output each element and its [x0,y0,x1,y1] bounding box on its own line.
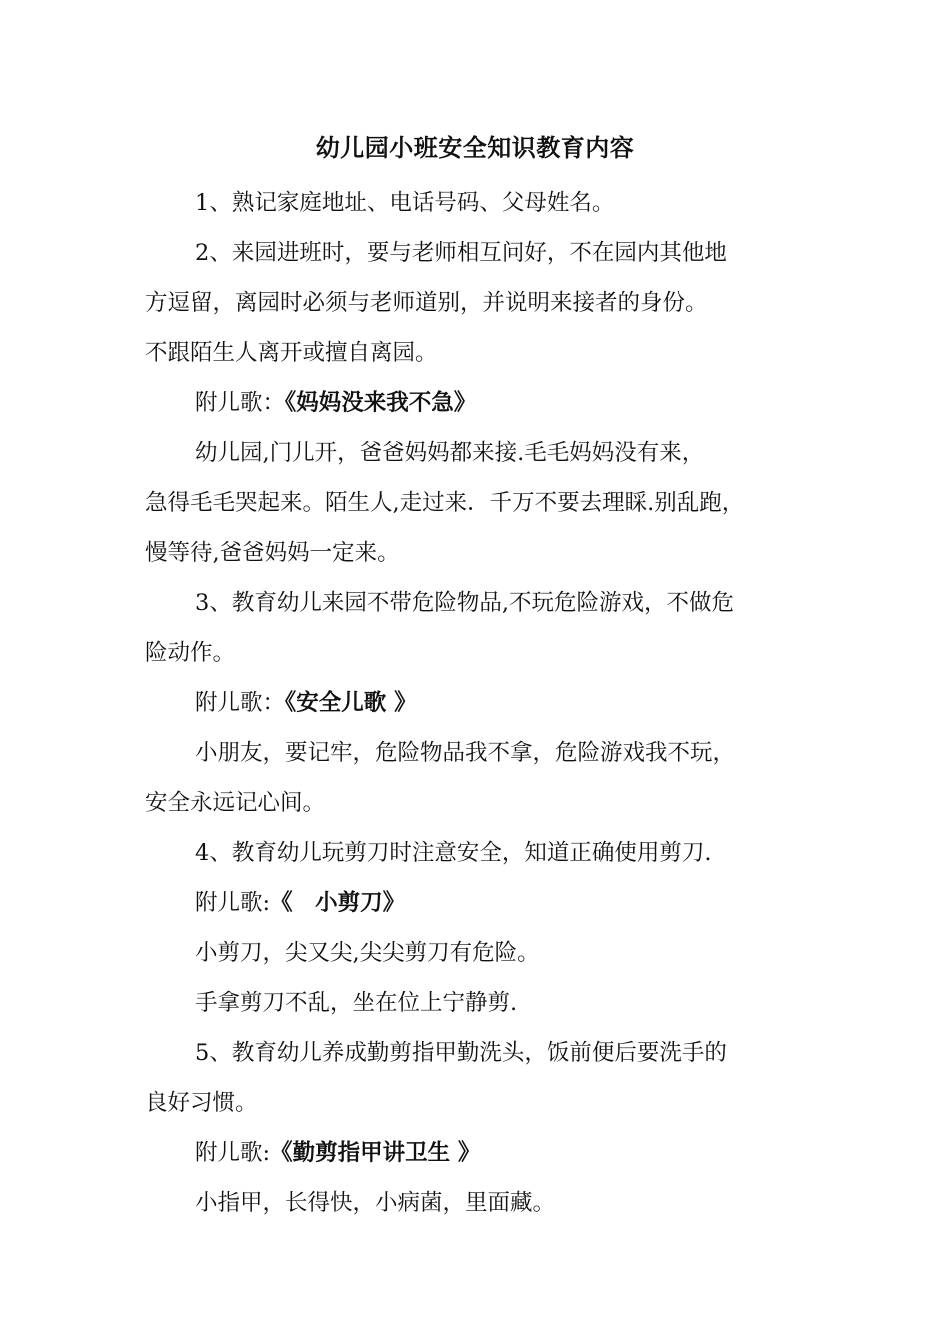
item-2-line-1: 2、来园进班时，要与老师相互问好，不在园内其他地 [195,240,727,266]
song-2-line-2: 安全永远记心间。 [145,790,326,816]
song-2-heading [145,678,815,728]
document-title: 幼儿园小班安全知识教育内容 [315,133,635,162]
song-title: 《勤剪指甲讲卫生 》 [270,1140,481,1166]
song-title: 《安全儿歌 》 [285,690,417,716]
item-5-line-1: 5、教育幼儿养成勤剪指甲勤洗头，饭前便后要洗手的 [195,1040,727,1066]
song-label: 附儿歌: [195,890,271,916]
song-label: 附儿歌： [195,390,286,416]
song-3-line-2: 手拿剪刀不乱，坐在位上宁静剪. [195,990,518,1016]
item-4-line: 4、教育幼儿玩剪刀时注意安全，知道正确使用剪刀. [195,840,712,866]
item-5-line-2: 良好习惯。 [145,1090,258,1116]
document-body [145,178,815,1228]
song-title: 《 小剪刀》 [270,890,406,916]
song-title: 《妈妈没来我不急》 [285,390,477,416]
item-3-line-2: 险动作。 [145,640,236,666]
item-2-line-3: 不跟陌生人离开或擅自离园。 [145,340,438,366]
song-1-heading [145,378,815,428]
song-3-line-1: 小剪刀，尖又尖,尖尖剪刀有危险。 [195,940,540,966]
song-4-heading [145,1128,815,1178]
song-4-line-1: 小指甲，长得快，小病菌，里面藏。 [195,1190,556,1216]
song-label: 附儿歌： [195,690,286,716]
song-1-line-3: 慢等待,爸爸妈妈一定来。 [145,540,400,566]
item-1-line: 1、熟记家庭地址、电话号码、父母姓名。 [195,190,615,216]
item-3-line-1: 3、教育幼儿来园不带危险物品,不玩危险游戏，不做危 [195,590,734,616]
item-2-line-2: 方逗留，离园时必须与老师道别，并说明来接者的身份。 [145,290,708,316]
song-1-line-2: 急得毛毛哭起来。陌生人,走过来．千万不要去理睬.别乱跑， [145,490,745,516]
song-3-heading [145,878,815,928]
song-label: 附儿歌: [195,1140,271,1166]
song-2-line-1: 小朋友，要记牢，危险物品我不拿，危险游戏我不玩， [195,740,736,766]
song-1-line-1: 幼儿园,门儿开，爸爸妈妈都来接.毛毛妈妈没有来， [195,440,705,466]
